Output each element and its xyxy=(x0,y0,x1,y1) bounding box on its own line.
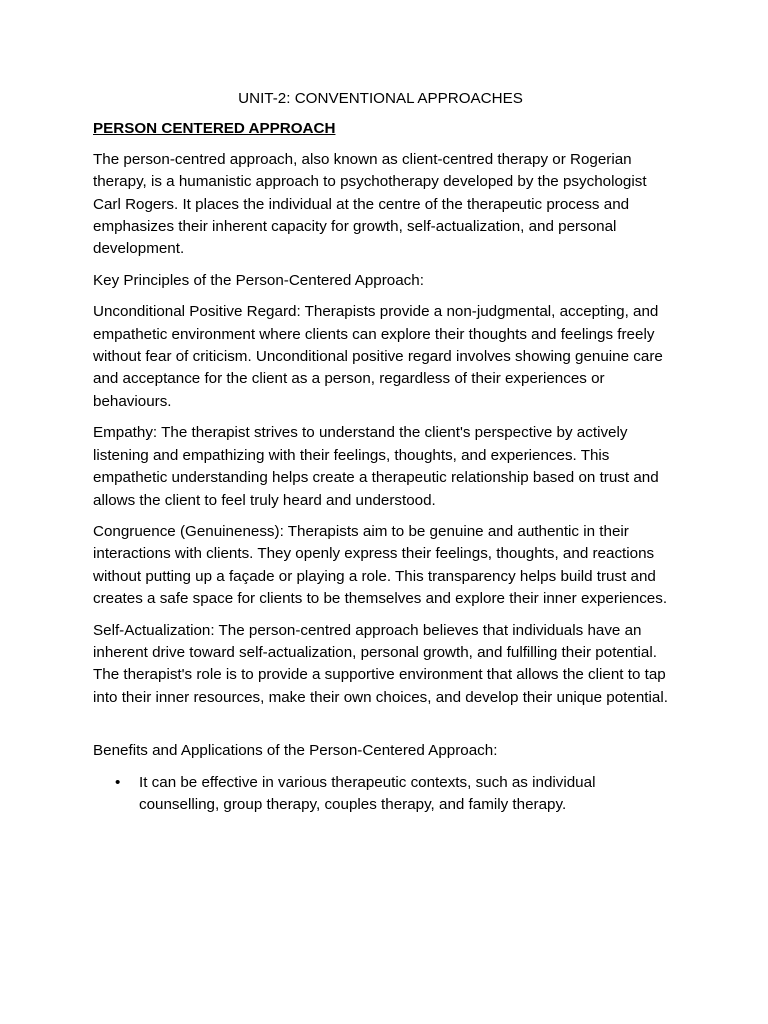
document-body xyxy=(93,88,678,816)
congruence-paragraph: Congruence (Genuineness): Therapists aim to be genuine and authentic in their interactions with clients. They openly express their feelings, thoughts, and reactions without putting up a façade or playing a role. This transparency helps build trust and creates a safe space for clients to be themselves and explore their inner experiences. xyxy=(93,522,668,608)
benefits-list xyxy=(93,772,678,817)
intro-paragraph: The person-centred approach, also known as client-centred therapy or Rogerian therapy, is a humanistic approach to psychotherapy developed by the psychologist Carl Rogers. It places the individual at the centre of the therapeutic process and emphasizes their inherent capacity for growth, self-actualization, and personal development. xyxy=(93,150,647,258)
empathy-paragraph: Empathy: The therapist strives to understand the client's perspective by actively listening and empathizing with their feelings, thoughts, and experiences. This empathetic understanding helps create a therapeutic relationship based on trust and allows the client to feel truly heard and understood. xyxy=(93,424,659,509)
list-item xyxy=(93,772,678,817)
bullet-icon: • xyxy=(115,773,121,791)
section-heading: PERSON CENTERED APPROACH xyxy=(93,120,336,138)
unconditional-positive-regard-paragraph: Unconditional Positive Regard: Therapists provide a non-judgmental, accepting, and empathetic environment where clients can explore their thoughts and feelings freely without fear of criticism. Unconditional positive regard involves showing genuine care and acceptance for the client as a person, regardless of their experiences or behaviours. xyxy=(93,303,663,410)
benefits-heading: Benefits and Applications of the Person-Centered Approach: xyxy=(93,742,498,760)
blank-line xyxy=(93,718,678,740)
list-item-text: It can be effective in various therapeutic contexts, such as individual counselling, group therapy, couples therapy, and family therapy. xyxy=(139,773,596,813)
self-actualization-paragraph: Self-Actualization: The person-centred approach believes that individuals have an inherent drive toward self-actualization, personal growth, and fulfilling their potential. The therapist's role is to provide a supportive environment that allows the client to tap into their inner resources, make their own choices, and develop their unique potential. xyxy=(93,621,668,706)
document-title: UNIT-2: CONVENTIONAL APPROACHES xyxy=(238,90,523,107)
key-principles-heading: Key Principles of the Person-Centered Approach: xyxy=(93,271,424,289)
